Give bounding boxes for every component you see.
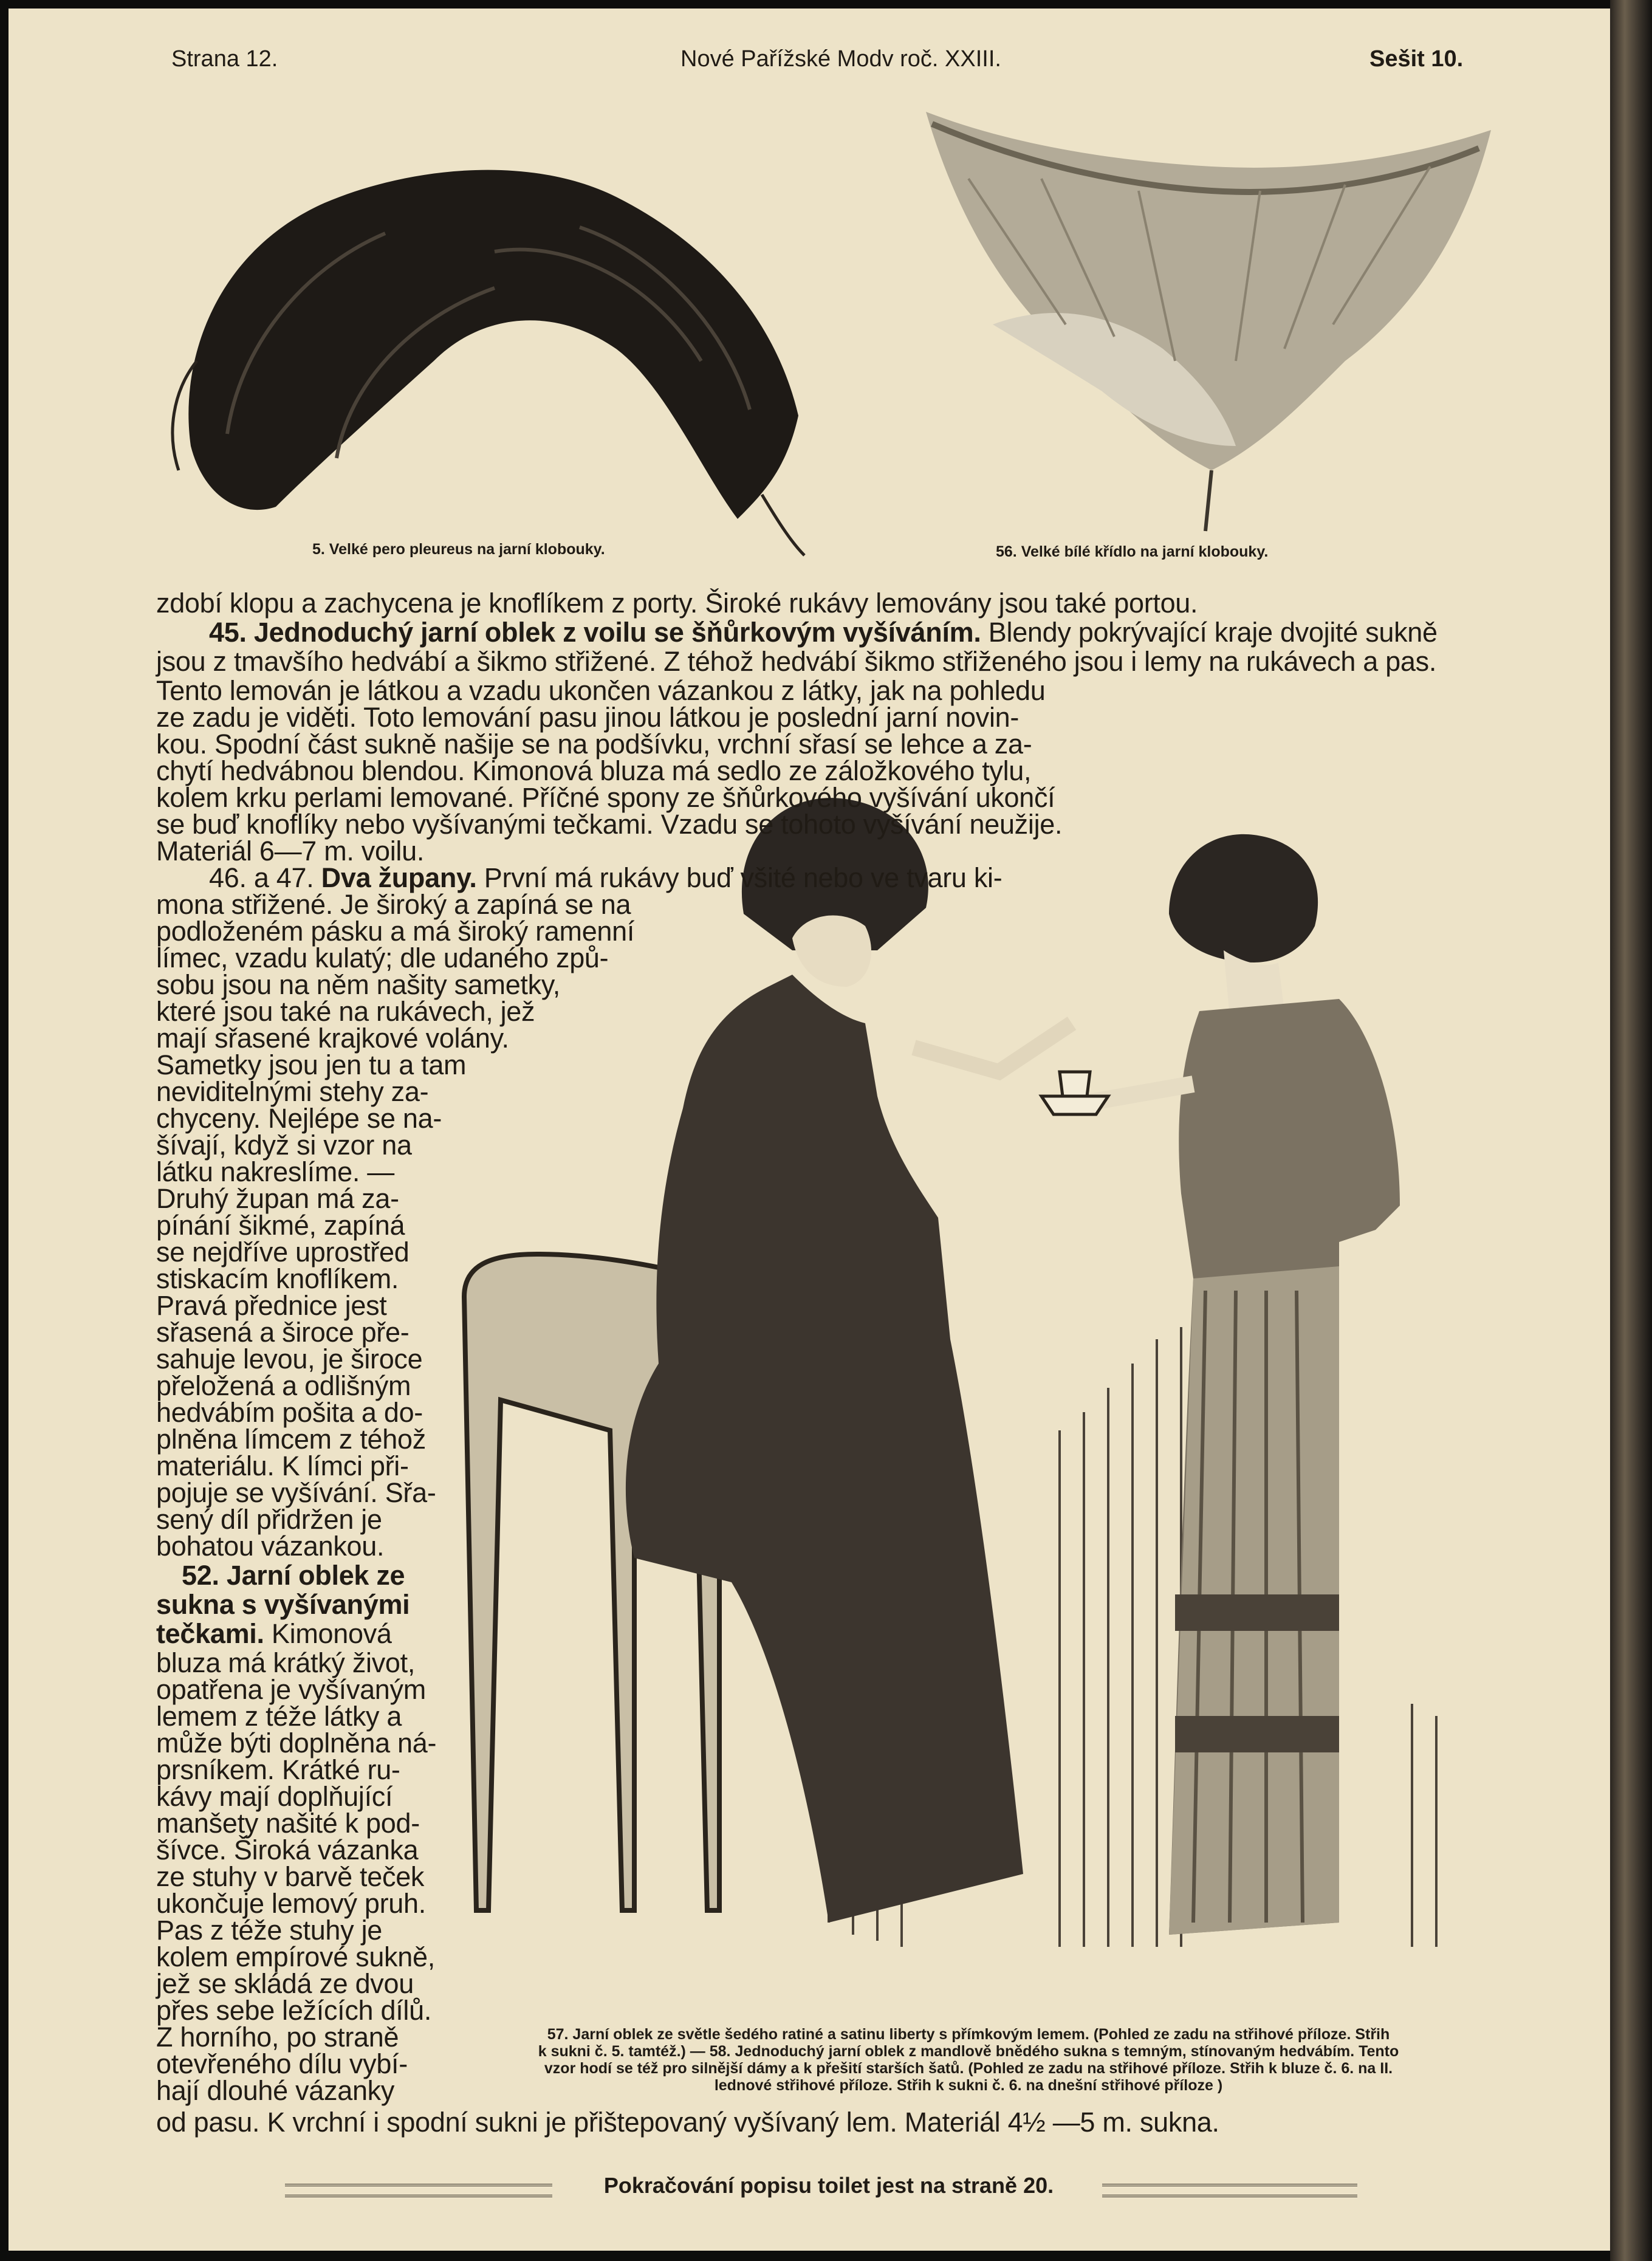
heading-45	[209, 619, 1438, 646]
text-line: ze stuhy v barvě teček	[156, 1861, 425, 1892]
section-text: Blendy pokrývající kraje dvojité sukně	[988, 617, 1438, 648]
text-line: manšety našité k pod-	[156, 1808, 420, 1839]
text-line: ze zadu je viděti. Toto lemování pasu jinou látkou je poslední jarní novin-	[156, 702, 1020, 733]
text-line: ukončuje lemový pruh.	[156, 1888, 426, 1919]
text-line: kou. Spodní část sukně našije se na podšívku, vrchní sřasí se lehce a za-	[156, 729, 1032, 760]
text-line: sobu jsou na něm našity sametky,	[156, 969, 560, 1000]
section-text: První má rukávy buď všité nebo ve tvaru ki-	[484, 862, 1003, 893]
text-line: zdobí klopu a zachycena je knoflíkem z porty. Široké rukávy lemovány jsou také portou.	[156, 588, 1198, 619]
heading-52-line1: 52. Jarní oblek ze	[182, 1560, 405, 1591]
text-line: materiálu. K límci při-	[156, 1450, 409, 1481]
issue-number: Sešit 10.	[1369, 46, 1464, 72]
text-line: přeložená a odlišným	[156, 1370, 411, 1401]
text-line: sahuje levou, je široce	[156, 1343, 423, 1374]
text-line: prsníkem. Krátké ru-	[156, 1754, 400, 1785]
text-line: otevřeného dílu vybí-	[156, 2048, 408, 2079]
text-line: pojuje se vyšívání. Sřa-	[156, 1477, 436, 1508]
heading-52-line2: sukna s vyšívanými	[156, 1589, 410, 1620]
text-line: Tento lemován je látkou a vzadu ukončen vázankou z látky, jak na pohledu	[156, 675, 1046, 706]
text-line: Pas z téže stuhy je	[156, 1915, 382, 1946]
text-line: se nejdříve uprostřed	[156, 1237, 410, 1268]
text-line: může býti doplněna ná-	[156, 1727, 437, 1758]
magazine-page	[9, 9, 1610, 2251]
section-title: Dva župany.	[321, 862, 477, 893]
plume-illustration	[154, 130, 908, 568]
text-line: jež se skládá ze dvou	[156, 1968, 414, 1999]
caption-line: lednové střihové příloze. Střih k sukni č. 6. na dnešní střihové příloze )	[714, 2077, 1223, 2094]
text-line: které jsou také na rukávech, jež	[156, 996, 535, 1027]
text-line: hedvábím pošita a do-	[156, 1397, 423, 1428]
text-line: podloženém pásku a má široký ramenní	[156, 916, 635, 947]
page-binding-edge	[1610, 0, 1652, 2261]
caption-line: vzor hodí se též pro silnější dámy a k přešití starších šatů. (Pohled ze zadu na střihové příloze. Střih k bluze č. 6. na II.	[544, 2060, 1393, 2077]
text-line: šívce. Široká vázanka	[156, 1834, 419, 1865]
section-number: 45.	[209, 617, 247, 648]
text-line: mona střižené. Je široký a zapíná se na	[156, 889, 631, 920]
text-line: jsou z tmavšího hedvábí a šikmo střižené. Z téhož hedvábí šikmo střiženého jsou i lemy na rukávech a pas.	[156, 646, 1437, 677]
text-line: kolem empírové sukně,	[156, 1941, 435, 1972]
text-line: přes sebe ležících dílů.	[156, 1995, 432, 2026]
text-line: kávy mají doplňující	[156, 1781, 393, 1812]
text-line: bluza má krátký život,	[156, 1647, 416, 1678]
text-line: kolem krku perlami lemované. Příčné spony ze šňůrkového vyšívání ukončí	[156, 782, 1055, 813]
text-line: chytí hedvábnou blendou. Kimonová bluza má sedlo ze záložkového tylu,	[156, 755, 1032, 786]
heading-46-47	[209, 864, 1002, 891]
figure-55-caption: 5. Velké pero pleureus na jarní klobouky.	[312, 541, 605, 558]
text-line: od pasu. K vrchní i spodní sukni je přištepovaný vyšívaný lem. Materiál 4½ —5 m. sukna.	[156, 2107, 1219, 2138]
footer-rule-left	[285, 2184, 552, 2197]
text-line: opatřena je vyšívaným	[156, 1674, 426, 1705]
text-line: plněna límcem z téhož	[156, 1424, 426, 1455]
footer-continuation-note: Pokračování popisu toilet jest na straně 20.	[603, 2173, 1054, 2198]
text-line: látku nakreslíme. —	[156, 1156, 394, 1187]
caption-line: 57. Jarní oblek ze světle šedého ratiné a satinu liberty s přímkovým lemem. (Pohled ze zadu na střihové příloze. Střih	[547, 2026, 1390, 2043]
text-line: sřasená a široce pře-	[156, 1317, 410, 1348]
section-number: 46. a 47.	[209, 862, 314, 893]
page-number: Strana 12.	[171, 46, 278, 72]
text-line: Z horního, po straně	[156, 2022, 399, 2053]
heading-52-line3	[156, 1620, 392, 1647]
text-line: Materiál 6—7 m. voilu.	[156, 835, 425, 866]
text-line: hají dlouhé vázanky	[156, 2075, 395, 2106]
section-text: Kimonová	[271, 1618, 392, 1649]
section-title: Jednoduchý jarní oblek z voilu se šňůrkovým vyšíváním.	[253, 617, 981, 648]
magazine-title: Nové Pařížské Modv roč. XXIII.	[680, 46, 1001, 72]
text-line: límec, vzadu kulatý; dle udaného způ-	[156, 942, 609, 973]
text-line: chyceny. Nejlépe se na-	[156, 1103, 442, 1134]
text-line: neviditelnými stehy za-	[156, 1076, 429, 1107]
text-line: Druhý župan má za-	[156, 1183, 399, 1214]
text-line: Pravá přednice jest	[156, 1290, 387, 1321]
text-line: se buď knoflíky nebo vyšívanými tečkami. Vzadu se tohoto vyšívání neužije.	[156, 809, 1063, 840]
text-line: bohatou vázankou.	[156, 1531, 385, 1562]
text-line: Sametky jsou jen tu a tam	[156, 1049, 467, 1080]
text-line: pínání šikmé, zapíná	[156, 1210, 405, 1241]
wing-illustration	[920, 106, 1503, 543]
text-line: stiskacím knoflíkem.	[156, 1263, 399, 1294]
text-line: šívají, když si vzor na	[156, 1130, 412, 1161]
figure-56-caption: 56. Velké bílé křídlo na jarní klobouky.	[996, 543, 1269, 560]
caption-line: k sukni č. 5. tamtéž.) — 58. Jednoduchý jarní oblek z mandlově bnědého sukna s temným, stínovaným hedvábím. Tento	[538, 2043, 1399, 2060]
text-line: mají sřasené krajkové volány.	[156, 1023, 509, 1054]
text-line: sený díl přidržen je	[156, 1504, 382, 1535]
heading-52-word: tečkami.	[156, 1618, 264, 1649]
text-line: lemem z téže látky a	[156, 1701, 402, 1732]
figure-57-58-caption	[446, 2026, 1491, 2094]
footer-rule-right	[1102, 2184, 1357, 2197]
